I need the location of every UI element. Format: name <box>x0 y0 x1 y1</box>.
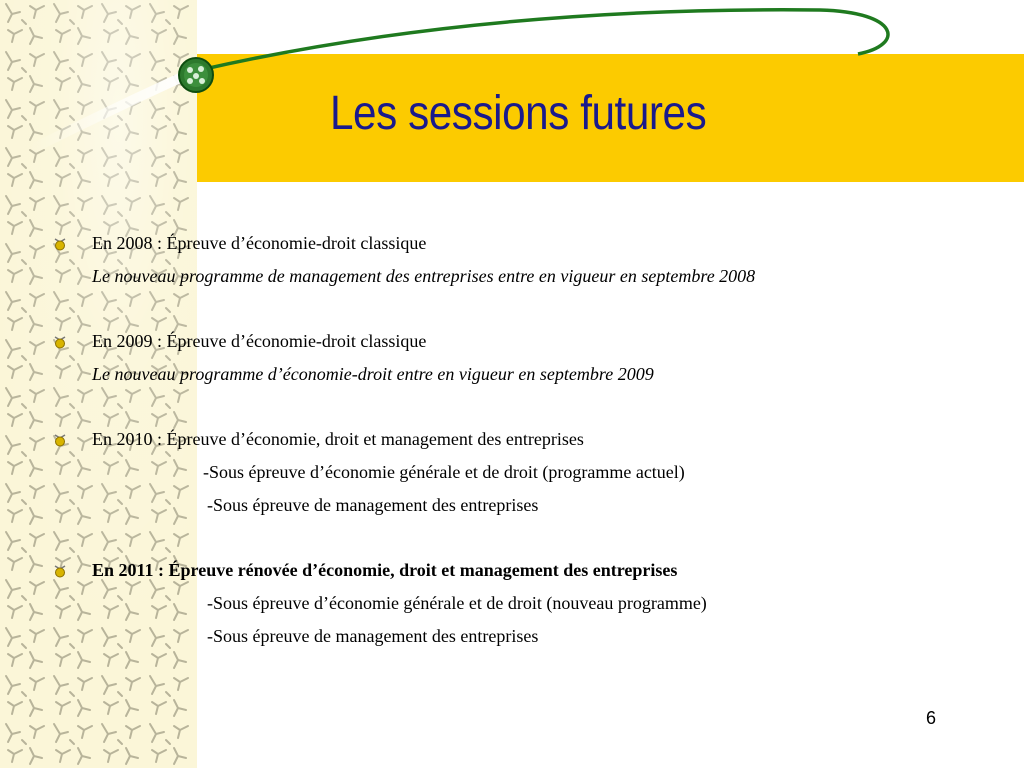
sub-2010-economie-droit: -Sous épreuve d’économie générale et de droit (programme actuel) <box>203 462 685 482</box>
green-orb-icon <box>179 58 213 92</box>
sub-2008-program: Le nouveau programme de management des entreprises entre en vigueur en septembre 2008 <box>92 266 756 286</box>
bullet-icon <box>53 433 67 447</box>
swoosh-arc <box>200 10 888 70</box>
slide-title: Les sessions futures <box>330 87 707 140</box>
bullet-2010: En 2010 : Épreuve d’économie, droit et management des entreprises <box>92 429 584 449</box>
bullet-icon <box>53 564 67 578</box>
sub-2010-management: -Sous épreuve de management des entreprises <box>207 495 539 515</box>
bullet-2009: En 2009 : Épreuve d’économie-droit classique <box>92 331 427 351</box>
page-number: 6 <box>926 708 937 728</box>
sub-2009-program: Le nouveau programme d’économie-droit entre en vigueur en septembre 2009 <box>92 364 654 384</box>
bullet-icon <box>53 335 67 349</box>
bullet-2011: En 2011 : Épreuve rénovée d’économie, droit et management des entreprises <box>92 560 678 580</box>
swoosh-tail <box>30 78 180 150</box>
sub-2011-economie-droit: -Sous épreuve d’économie générale et de droit (nouveau programme) <box>207 593 707 613</box>
bullet-2008: En 2008 : Épreuve d’économie-droit classique <box>92 233 427 253</box>
bullet-icon <box>53 237 67 251</box>
sub-2011-management: -Sous épreuve de management des entreprises <box>207 626 539 646</box>
